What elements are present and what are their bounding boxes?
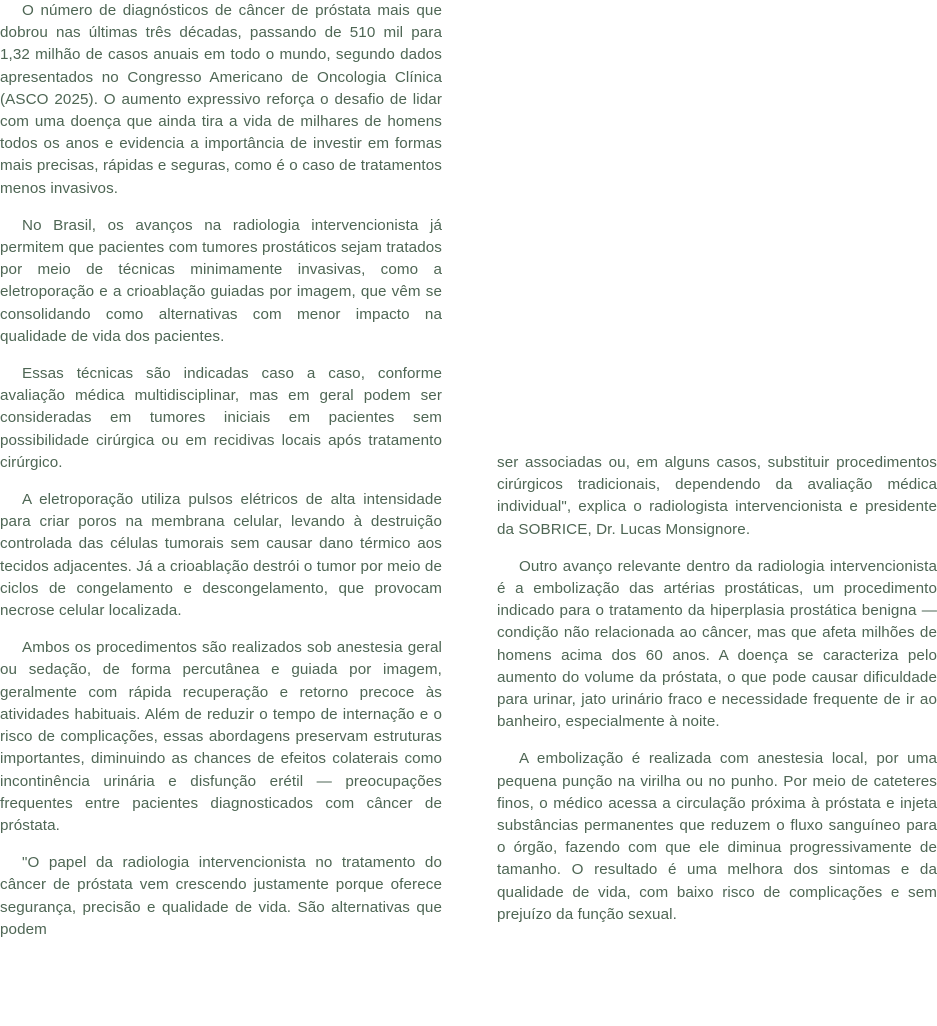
paragraph: ser associadas ou, em alguns casos, substituir procedimentos cirúrgicos tradicionais, dependendo da avaliação médica individual", explica o radiologista intervencionista e presidente da SOBRICE, Dr. Lucas Monsignore. (497, 454, 937, 538)
paragraph: A eletroporação utiliza pulsos elétricos de alta intensidade para criar poros na membrana celular, levando à destruição controlada das células tumorais sem causar dano térmico aos tecidos adjacentes. Já a crioablação destrói o tumor por meio de ciclos de congelamento e descongelamento, que provocam necrose celular localizada. (0, 491, 442, 620)
paragraph: A embolização é realizada com anestesia local, por uma pequena punção na virilha ou no punho. Por meio de cateteres finos, o médico acessa a circulação próxima à próstata e injeta substâncias permanentes que reduzem o fluxo sanguíneo para o órgão, fazendo com que ele diminua progressivamente de tamanho. O resultado é uma melhora dos sintomas e da qualidade de vida, com baixo risco de complicações e sem prejuízo da função sexual. (497, 750, 937, 923)
left-column (0, 0, 442, 941)
paragraph: Essas técnicas são indicadas caso a caso, conforme avaliação médica multidisciplinar, mas em geral podem ser consideradas em tumores iniciais em pacientes sem possibilidade cirúrgica ou em recidivas locais após tratamento cirúrgico. (0, 365, 442, 471)
paragraph: Ambos os procedimentos são realizados sob anestesia geral ou sedação, de forma percutânea e guiada por imagem, geralmente com rápida recuperação e retorno precoce às atividades habituais. Além de reduzir o tempo de internação e o risco de complicações, essas abordagens preservam estruturas importantes, diminuindo as chances de efeitos colaterais como incontinência urinária e disfunção erétil — preocupações frequentes entre pacientes diagnosticados com câncer de próstata. (0, 639, 442, 834)
paragraph: Outro avanço relevante dentro da radiologia intervencionista é a embolização das artérias prostáticas, um procedimento indicado para o tratamento da hiperplasia prostática benigna — condição não relacionada ao câncer, mas que afeta milhões de homens acima dos 60 anos. A doença se caracteriza pelo aumento do volume da próstata, o que pode causar dificuldade para urinar, jato urinário fraco e necessidade frequente de ir ao banheiro, especialmente à noite. (497, 557, 937, 731)
right-column (497, 452, 937, 926)
paragraph: "O papel da radiologia intervencionista no tratamento do câncer de próstata vem crescendo justamente porque oferece segurança, precisão e qualidade de vida. São alternativas que podem (0, 854, 442, 938)
paragraph: No Brasil, os avanços na radiologia intervencionista já permitem que pacientes com tumores prostáticos sejam tratados por meio de técnicas minimamente invasivas, como a eletroporação e a crioablação guiadas por imagem, que vêm se consolidando como alternativas com menor impacto na qualidade de vida dos pacientes. (0, 216, 442, 345)
paragraph: O número de diagnósticos de câncer de próstata mais que dobrou nas últimas três décadas, passando de 510 mil para 1,32 milhão de casos anuais em todo o mundo, segundo dados apresentados no Congresso Americano de Oncologia Clínica (ASCO 2025). O aumento expressivo reforça o desafio de lidar com uma doença que ainda tira a vida de milhares de homens todos os anos e evidencia a importância de investir em formas mais precisas, rápidas e seguras, como é o caso de tratamentos menos invasivos. (0, 2, 442, 197)
